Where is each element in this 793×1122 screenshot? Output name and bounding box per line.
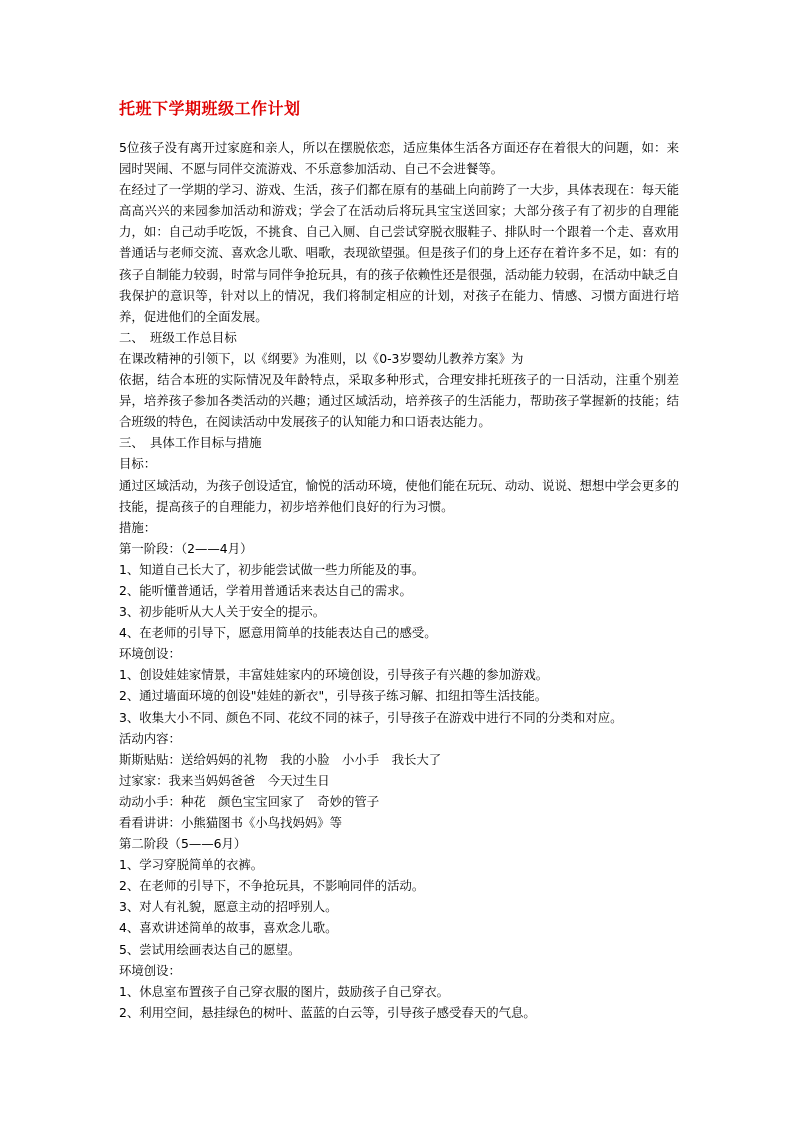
list-item: 4、喜欢讲述简单的故事，喜欢念儿歌。 [119, 920, 338, 936]
intro-paragraph: 5位孩子没有离开过家庭和亲人，所以在摆脱依恋，适应集体生活各方面还存在着很大的问题，如：来园时哭闹、不愿与同伴交流游戏、不乐意参加活动、自己不会进餐等。 [119, 140, 679, 177]
phase-heading: 第一阶段：（2——4月） [119, 540, 253, 556]
paragraph-line: 目标： [119, 456, 157, 472]
list-item: 3、初步能听从大人关于安全的提示。 [119, 604, 326, 620]
paragraph-line: 措施： [119, 519, 157, 535]
paragraph-line: 在课改精神的引领下，以《纲要》为准则，以《0-3岁婴幼儿教养方案》为 [119, 350, 524, 366]
progress-paragraph: 在经过了一学期的学习、游戏、生活，孩子们都在原有的基础上向前跨了一大步，具体表现在：每天能高高兴兴的来园参加活动和游戏；学会了在活动后将玩具宝宝送回家；大部分孩子有了初步的自理能力，如：自己动手吃饭，不挑食、自己入厕、自己尝试穿脱衣服鞋子、排队时一个跟着一个走、喜欢用普通话与老师交流、喜欢念儿歌、唱歌，表现欲望强。但是孩子们的身上还存在着许多不足，如：有的孩子自制能力较弱，时常与同伴争抢玩具，有的孩子依赖性还是很强，活动能力较弱，在活动中缺乏自我保护的意识等，针对以上的情况，我们将制定相应的计划，对孩子在能力、情感、习惯方面进行培养，促进他们的全面发展。 [119, 182, 679, 324]
list-item: 1、创设娃娃家情景，丰富娃娃家内的环境创设，引导孩子有兴趣的参加游戏。 [119, 667, 549, 683]
activity-line: 动动小手：种花 颜色宝宝回家了 奇妙的管子 [119, 793, 380, 809]
section-heading: 三、 具体工作目标与措施 [119, 435, 262, 451]
activity-line: 斯斯贴贴：送给妈妈的礼物 我的小脸 小小手 我长大了 [119, 751, 442, 767]
paragraph-line: 环境创设： [119, 646, 181, 662]
list-item: 2、通过墙面环境的创设"娃娃的新衣"，引导孩子练习解、扣纽扣等生活技能。 [119, 688, 548, 704]
list-item: 5、尝试用绘画表达自己的愿望。 [119, 941, 301, 957]
list-item: 1、知道自己长大了，初步能尝试做一些力所能及的事。 [119, 561, 425, 577]
activity-line: 看看讲讲：小熊猫图书《小鸟找妈妈》等 [119, 815, 343, 830]
paragraph-line: 活动内容： [119, 730, 181, 746]
list-item: 1、休息室布置孩子自己穿衣服的图片，鼓励孩子自己穿衣。 [119, 983, 450, 999]
list-item: 2、能听懂普通话，学着用普通话来表达自己的需求。 [119, 582, 412, 598]
document-body [119, 137, 679, 1023]
activity-line: 过家家：我来当妈妈爸爸 今天过生日 [119, 772, 330, 788]
list-item: 3、收集大小不同、颜色不同、花纹不同的袜子，引导孩子在游戏中进行不同的分类和对应。 [119, 709, 623, 725]
phase-heading: 第二阶段（5——6月） [119, 836, 247, 852]
paragraph-line: 环境创设： [119, 962, 181, 978]
document-title: 托班下学期班级工作计划 [119, 99, 301, 118]
goals-paragraph: 依据，结合本班的实际情况及年龄特点，采取多种形式，合理安排托班孩子的一日活动，注重个别差异，培养孩子参加各类活动的兴趣；通过区域活动，培养孩子的生活能力，帮助孩子掌握新的技能；结合班级的特色，在阅读活动中发展孩子的认知能力和口语表达能力。 [119, 372, 679, 430]
list-item: 4、在老师的引导下，愿意用简单的技能表达自己的感受。 [119, 625, 437, 641]
list-item: 3、对人有礼貌，愿意主动的招呼别人。 [119, 899, 338, 915]
list-item: 2、在老师的引导下，不争抢玩具，不影响同伴的活动。 [119, 878, 425, 894]
section-heading: 二、 班级工作总目标 [119, 329, 237, 345]
list-item: 2、利用空间，悬挂绿色的树叶、蓝蓝的白云等，引导孩子感受春天的气息。 [119, 1004, 536, 1020]
list-item: 1、学习穿脱简单的衣裤。 [119, 857, 264, 873]
target-paragraph: 通过区域活动，为孩子创设适宜，愉悦的活动环境，使他们能在玩玩、动动、说说、想想中学会更多的技能，提高孩子的自理能力，初步培养他们良好的行为习惯。 [119, 477, 679, 514]
